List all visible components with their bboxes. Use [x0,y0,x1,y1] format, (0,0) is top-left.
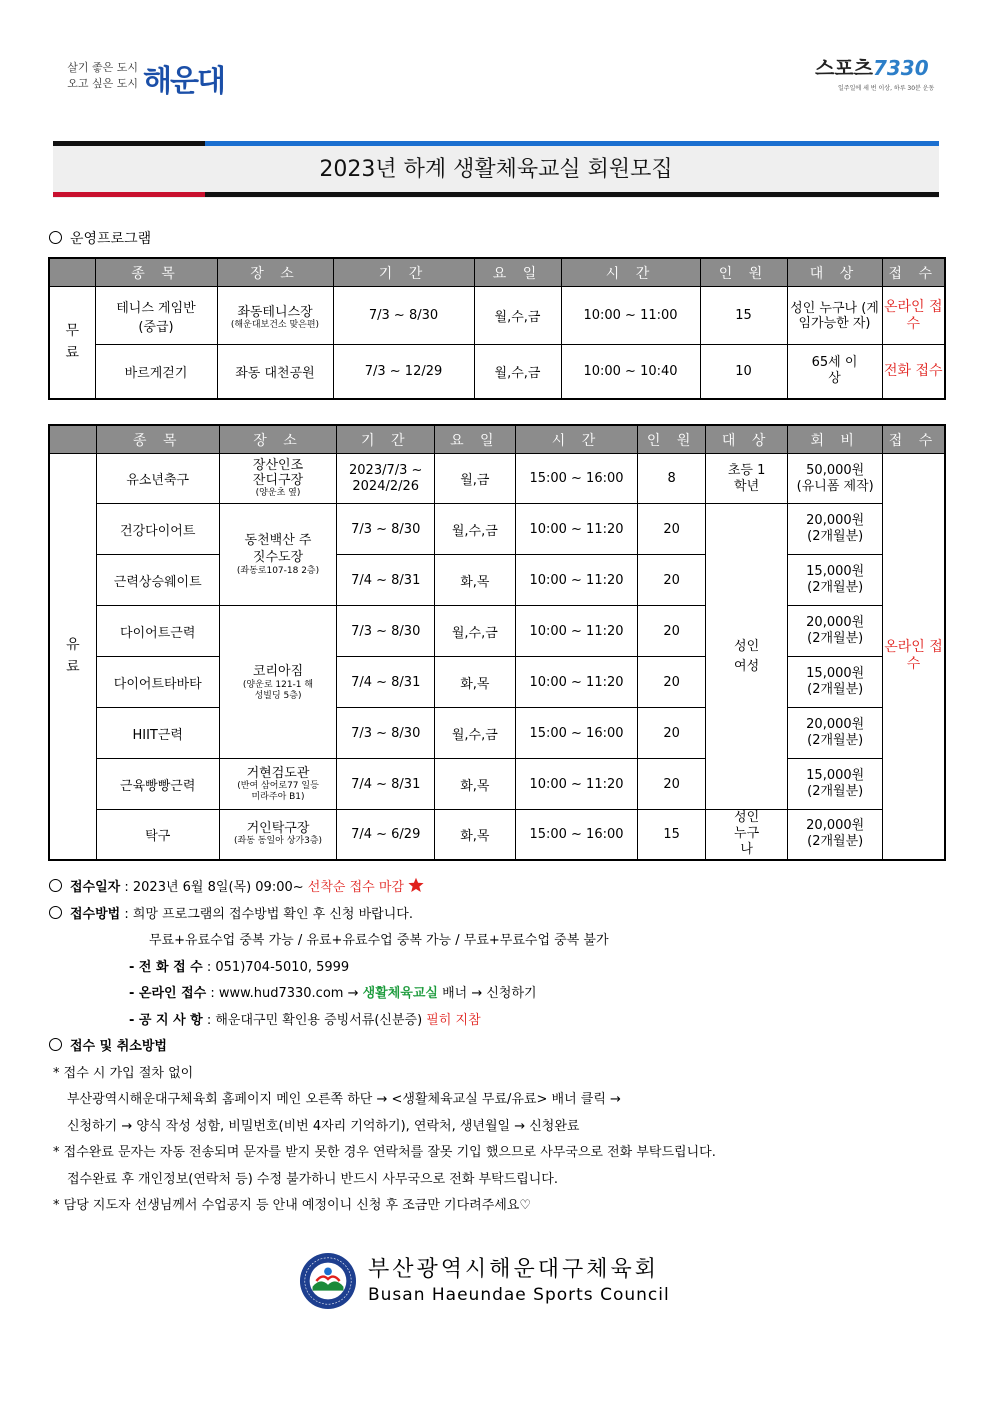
place-cell: 장산인조 잔디구장 (양운초 옆) [219,454,337,504]
period-cell: 7/4 ~ 8/31 [337,759,435,810]
period-cell: 2023/7/3 ~ 2024/2/26 [337,454,435,504]
table-row [49,287,945,345]
table-row [49,657,945,708]
table-row [49,454,945,504]
apply-cell: 온라인 접수 [882,287,945,345]
title-rule [205,192,939,197]
count-cell: 8 [638,454,705,504]
header-cell: 대 상 [787,258,882,287]
place-cell: 거인탁구장 (좌동 동일아 상가3층) [219,810,337,860]
sports7330-logo [815,52,929,81]
target-cell: 성인 누구나 [705,810,788,860]
header-cell: 장 소 [219,425,337,454]
fee-cell: 15,000원 (2개월분) [788,555,883,606]
place-cell: 코리아짐 (양운로 121-1 해성빌딩 5층) [219,606,337,759]
target-cell: 초등 1학년 [705,454,788,504]
period-cell: 7/3 ~ 12/29 [333,345,474,399]
period-cell: 7/4 ~ 8/31 [337,657,435,708]
place-cell: 동천백산 주짓수도장 (좌동로107-18 2층) [219,504,337,606]
days-cell: 화,목 [435,759,516,810]
council-emblem-icon [299,1252,357,1310]
place-cell: 좌동 대천공원 [217,345,333,399]
time-cell: 10:00 ~ 11:20 [515,759,638,810]
item-cell: HIIT근력 [96,708,219,759]
header-cell: 인 원 [700,258,787,287]
header-cell: 접 수 [883,425,946,454]
header-cell: 요 일 [435,425,516,454]
table-header-row [49,258,945,287]
circle-bullet-icon [49,231,62,244]
header-cell: 대 상 [705,425,788,454]
note-line: 부산광역시해운대구체육회 홈페이지 메인 오른쪽 하단 → <생활체육교실 무료/유료> 배너 클릭 → [67,1092,621,1107]
circle-bullet-icon [49,906,62,919]
table-row [49,810,945,860]
count-cell: 20 [638,504,705,555]
item-cell: 테니스 게임반 (중급) [95,287,217,345]
page-title: 2023년 하계 생활체육교실 회원모집 [319,157,673,182]
item-cell: 근력상승웨이트 [96,555,219,606]
period-cell: 7/3 ~ 8/30 [337,606,435,657]
time-cell: 10:00 ~ 10:40 [561,345,700,399]
title-rule [205,141,939,146]
fee-cell: 20,000원 (2개월분) [788,810,883,860]
header-cell: 종 목 [95,258,217,287]
count-cell: 20 [638,657,705,708]
note-line: 접수완료 후 개인정보(연락처 등) 수정 불가하니 반드시 사무국으로 전화 부탁드립니다. [67,1171,558,1187]
fee-cell: 20,000원 (2개월분) [788,504,883,555]
apply-cell: 전화 접수 [882,345,945,399]
time-cell: 10:00 ~ 11:00 [561,287,700,345]
table-row [49,555,945,606]
time-cell: 10:00 ~ 11:20 [515,555,638,606]
days-cell: 월,금 [435,454,516,504]
category-free: 무 료 [49,287,95,399]
council-name-kr: 부산광역시해운대구체육회 [368,1257,660,1282]
slogan-line1: 살기 좋은 도시 [67,61,138,74]
count-cell: 20 [638,555,705,606]
note-line: * 접수완료 문자는 자동 전송되며 문자를 받지 못한 경우 연락처를 잘못 기입 했으므로 사무국으로 전화 부탁드립니다. [53,1145,716,1160]
item-cell: 근육빵빵근력 [96,759,219,810]
paid-program-table [48,424,946,861]
days-cell: 화,목 [435,810,516,860]
table-row [49,708,945,759]
note-line: * 담당 지도자 선생님께서 수업공지 등 안내 예정이니 신청 후 조금만 기다려주세요♡ [53,1198,532,1213]
sports-logo-subtitle: 일주일에 세 번 이상, 하루 30분 운동 [838,85,935,92]
place-cell: 좌동테니스장 (해운대보건소 맞은편) [217,287,333,345]
header-cell: 장 소 [217,258,333,287]
days-cell: 월,수,금 [435,504,516,555]
target-cell: 성인 누구나 (게임가능한 자) [787,287,882,345]
header-cell: 요 일 [474,258,561,287]
item-cell: 건강다이어트 [96,504,219,555]
fee-cell: 20,000원 (2개월분) [788,606,883,657]
note-notice: - 공 지 사 항 : 해운대구민 확인용 증빙서류(신분증) 필히 지참 [129,1012,481,1028]
apply-cell: 온라인 접수 [883,454,946,860]
item-cell: 다이어트타바타 [96,657,219,708]
period-cell: 7/3 ~ 8/30 [337,504,435,555]
count-cell: 20 [638,708,705,759]
item-cell: 유소년축구 [96,454,219,504]
fee-cell: 50,000원 (유니폼 제작) [788,454,883,504]
free-program-table [48,257,946,400]
sports-logo-text: 스포츠 [815,56,873,80]
note-line: 신청하기 → 양식 작성 성함, 비밀번호(비번 4자리 기억하기), 연락처, 생년월일 → 신청완료 [67,1118,580,1134]
table-row [49,504,945,555]
item-cell: 바르게걷기 [95,345,217,399]
table-row [49,345,945,399]
count-cell: 10 [700,345,787,399]
time-cell: 15:00 ~ 16:00 [515,810,638,860]
days-cell: 월,수,금 [474,345,561,399]
note-online: - 온라인 접수 : www.hud7330.com → 생활체육교실 배너 → 신청하기 [129,986,537,1001]
sports-logo-num: 7330 [872,56,929,80]
category-paid: 유 료 [49,454,96,860]
days-cell: 월,수,금 [435,606,516,657]
days-cell: 월,수,금 [474,287,561,345]
header-cell: 회 비 [788,425,883,454]
note-date: 접수일자 : 2023년 6월 8일(목) 09:00~ 선착순 접수 마감 [49,875,949,902]
fee-cell: 20,000원 (2개월분) [788,708,883,759]
period-cell: 7/3 ~ 8/30 [333,287,474,345]
circle-bullet-icon [49,1038,62,1051]
period-cell: 7/4 ~ 8/31 [337,555,435,606]
period-cell: 7/4 ~ 6/29 [337,810,435,860]
count-cell: 15 [638,810,705,860]
note-cancel: 접수 및 취소방법 [49,1034,949,1061]
table-header-row [49,425,945,454]
star-icon [408,877,424,893]
note-duplicate: 무료+유료수업 중복 가능 / 유료+유료수업 중복 가능 / 무료+무료수업 중복 불가 [149,933,609,948]
time-cell: 10:00 ~ 11:20 [515,606,638,657]
count-cell: 20 [638,606,705,657]
haeundae-logo: 해운대 [143,64,224,99]
table-row [49,759,945,810]
council-name-en: Busan Haeundae Sports Council [368,1285,670,1305]
period-cell: 7/3 ~ 8/30 [337,708,435,759]
target-cell: 65세 이상 [787,345,882,399]
header-cell: 인 원 [638,425,705,454]
count-cell: 15 [700,287,787,345]
note-phone: - 전 화 접 수 : 051)704-5010, 5999 [129,959,350,975]
days-cell: 화,목 [435,657,516,708]
fee-cell: 15,000원 (2개월분) [788,657,883,708]
time-cell: 15:00 ~ 16:00 [515,454,638,504]
header-blank [49,425,96,454]
slogan-line2: 오고 싶은 도시 [67,77,138,90]
target-cell: 성인 여성 [705,504,788,810]
header-cell: 시 간 [515,425,638,454]
table-row [49,606,945,657]
header-cell: 시 간 [561,258,700,287]
notes-section [49,875,949,1220]
days-cell: 월,수,금 [435,708,516,759]
header-cell: 기 간 [337,425,435,454]
place-cell: 거현검도관 (반여 삼어로77 일등미라주아 B1) [219,759,337,810]
section-program-label: 운영프로그램 [70,231,152,247]
header-cell: 기 간 [333,258,474,287]
title-rule [53,192,205,197]
item-cell: 다이어트근력 [96,606,219,657]
time-cell: 10:00 ~ 11:20 [515,657,638,708]
header-cell: 종 목 [96,425,219,454]
count-cell: 20 [638,759,705,810]
title-rule [53,141,205,146]
item-cell: 탁구 [96,810,219,860]
note-line: * 접수 시 가입 절차 없이 [53,1065,194,1081]
days-cell: 화,목 [435,555,516,606]
header-blank [49,258,95,287]
fee-cell: 15,000원 (2개월분) [788,759,883,810]
slogan [62,60,138,92]
circle-bullet-icon [49,879,62,892]
header-cell: 접 수 [882,258,945,287]
note-method: 접수방법 : 희망 프로그램의 접수방법 확인 후 신청 바랍니다. [49,902,949,929]
time-cell: 10:00 ~ 11:20 [515,504,638,555]
section-program [49,228,151,248]
time-cell: 15:00 ~ 16:00 [515,708,638,759]
